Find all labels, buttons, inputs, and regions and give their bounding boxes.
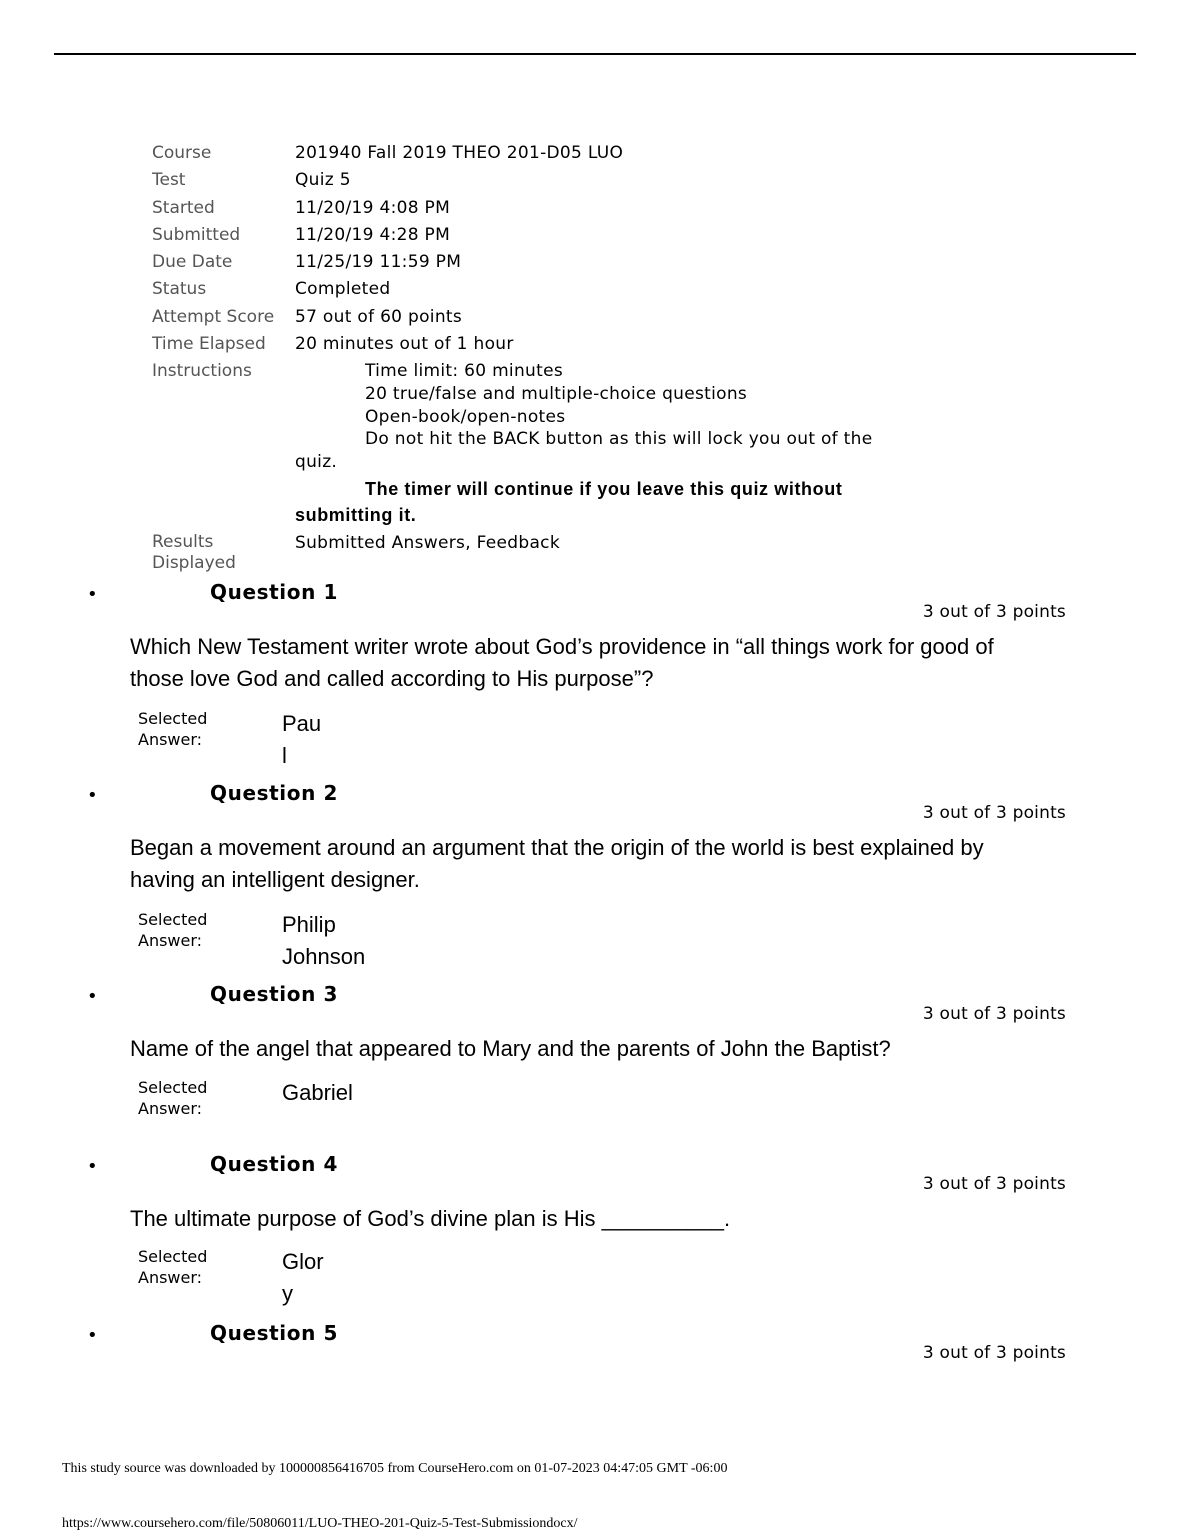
question-title: Question 1 (210, 580, 338, 604)
info-row-results-displayed (152, 532, 912, 578)
question-title: Question 3 (210, 982, 338, 1006)
info-label: Status (152, 279, 207, 300)
info-row-started (152, 197, 912, 224)
info-value: Submitted Answers, Feedback (295, 533, 560, 554)
question-title: Question 5 (210, 1321, 338, 1345)
info-row-test (152, 169, 912, 196)
info-value: 20 minutes out of 1 hour (295, 334, 514, 355)
selected-answer: Philip Johnson (282, 912, 366, 969)
info-row-due-date (152, 251, 912, 278)
info-row-instructions (152, 360, 912, 532)
test-info-table (152, 142, 912, 578)
info-value: 11/25/19 11:59 PM (295, 252, 462, 273)
question-points: 3 out of 3 points (922, 1174, 1066, 1194)
source-url[interactable]: https://www.coursehero.com/file/50806011/LUO-THEO-201-Quiz-5-Test-Submissiondocx/ (62, 1516, 578, 1531)
info-value: 201940 Fall 2019 THEO 201-D05 LUO (295, 143, 624, 163)
info-label: Test (152, 170, 186, 191)
selected-answer-label: Selected Answer: (138, 1078, 208, 1118)
download-notice: This study source was downloaded by 100000856416705 from CourseHero.com on 01-07-2023 04:47:05 GMT -06:00 (62, 1461, 728, 1476)
selected-answer: Glory (282, 1249, 324, 1306)
bullet: • (87, 1325, 98, 1346)
question-points: 3 out of 3 points (922, 1004, 1066, 1024)
info-label: Course (152, 143, 212, 163)
selected-answer-label: Selected Answer: (138, 910, 208, 950)
instruction-line: Do not hit the BACK button as this will lock you out of the quiz. (295, 429, 873, 472)
info-label: Time Elapsed (152, 334, 266, 355)
info-value: Completed (295, 279, 391, 300)
instruction-line: 20 true/false and multiple-choice questions (365, 383, 748, 404)
selected-answer-label: Selected Answer: (138, 709, 208, 749)
question-points: 3 out of 3 points (922, 803, 1066, 823)
question-title: Question 2 (210, 781, 338, 805)
top-rule (54, 53, 1136, 55)
info-label: Instructions (152, 361, 252, 382)
info-value: 11/20/19 4:08 PM (295, 197, 451, 218)
question-text: Which New Testament writer wrote about God’s providence in “all things work for good of those love God and called according to His purpose”? (130, 634, 994, 691)
instruction-bold-line: The timer will continue if you leave this quiz without submitting it. (295, 479, 843, 526)
info-value: 11/20/19 4:28 PM (295, 224, 451, 245)
question-title: Question 4 (210, 1152, 338, 1176)
info-label: Submitted (152, 224, 241, 245)
info-value: 57 out of 60 points (295, 306, 463, 327)
question-text: Began a movement around an argument that the origin of the world is best explained by having an intelligent designer. (130, 835, 984, 892)
bullet: • (87, 986, 98, 1007)
bullet: • (87, 1156, 98, 1177)
bullet: • (87, 584, 98, 605)
question-points: 3 out of 3 points (922, 1343, 1066, 1363)
question-text: Name of the angel that appeared to Mary and the parents of John the Baptist? (130, 1036, 891, 1061)
info-row-status (152, 278, 912, 305)
info-row-course (152, 142, 912, 169)
question-points: 3 out of 3 points (922, 602, 1066, 622)
info-label: Results Displayed (152, 532, 236, 574)
selected-answer: Gabriel (282, 1080, 353, 1105)
info-row-submitted (152, 224, 912, 251)
instruction-line: Time limit: 60 minutes (365, 361, 563, 382)
info-row-time-elapsed (152, 333, 912, 360)
instructions-body (295, 360, 895, 528)
info-value: Quiz 5 (295, 170, 351, 191)
selected-answer: Paul (282, 711, 322, 768)
info-row-attempt-score (152, 306, 912, 333)
question-text: The ultimate purpose of God’s divine plan is His __________. (130, 1206, 731, 1231)
selected-answer-label: Selected Answer: (138, 1247, 208, 1287)
bullet: • (87, 785, 98, 806)
info-label: Attempt Score (152, 306, 275, 327)
instruction-line: Open-book/open-notes (365, 406, 566, 427)
info-label: Due Date (152, 252, 233, 273)
info-label: Started (152, 197, 215, 218)
